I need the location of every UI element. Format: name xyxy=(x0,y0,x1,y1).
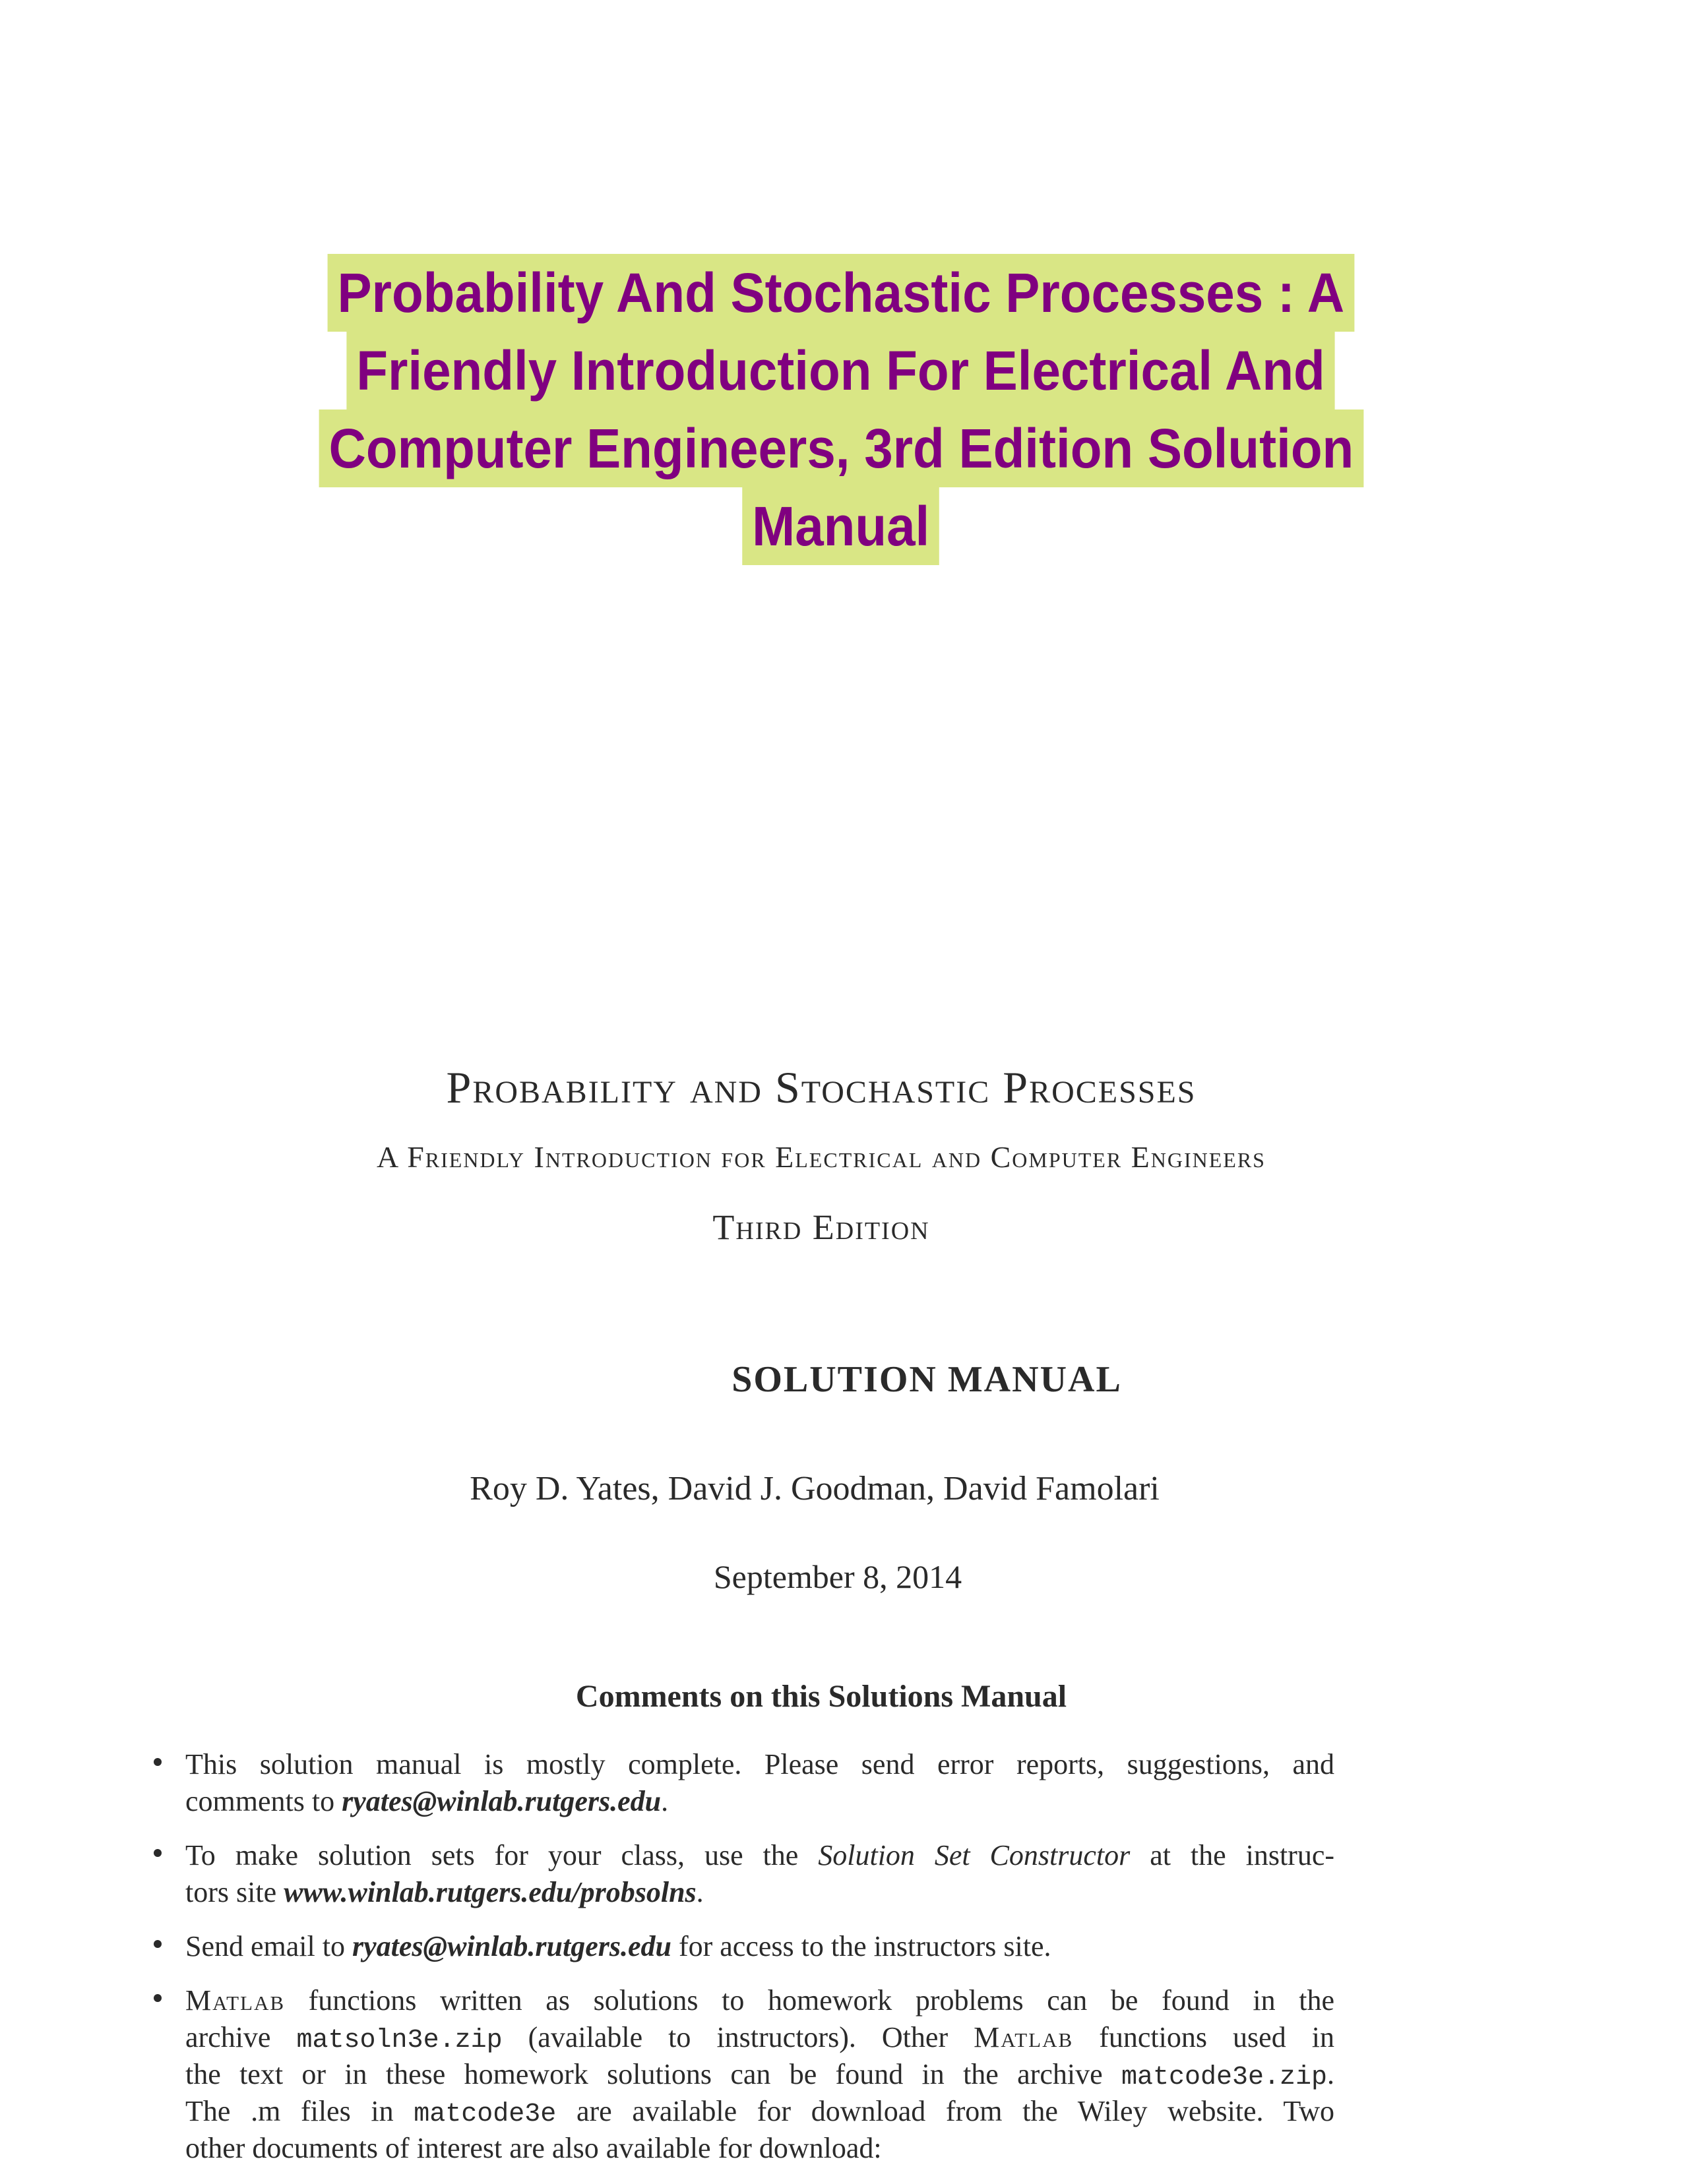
list-item xyxy=(154,1837,1334,1911)
text-line: This solution manual is mostly complete. Please send error reports, suggestions, and xyxy=(185,1748,1334,1780)
list-item xyxy=(154,1746,1334,1820)
website-link[interactable]: www.winlab.rutgers.edu/probsolns xyxy=(284,1876,697,1908)
title-line: Computer Engineers, 3rd Edition Solution xyxy=(319,410,1363,487)
title-line: Probability And Stochastic Processes : A xyxy=(328,254,1354,332)
text-line: other documents of interest are also available for download: xyxy=(185,2132,882,2164)
text: Send email to xyxy=(185,1930,352,1962)
text: tors site xyxy=(185,1876,284,1908)
bullet-icon xyxy=(154,1940,162,1948)
email-link[interactable]: ryates@winlab.rutgers.edu xyxy=(352,1930,671,1962)
book-subtitle: A Friendly Introduction for Electrical and Computer Engineers xyxy=(377,1140,1266,1174)
title-line: Manual xyxy=(743,487,940,565)
text-line xyxy=(185,2093,1334,2130)
title-line: Friendly Introduction For Electrical And xyxy=(347,332,1335,410)
authors: Roy D. Yates, David J. Goodman, David Famolari xyxy=(470,1470,1160,1507)
comments-list xyxy=(154,1746,1334,2184)
text: (available to instructors). Other xyxy=(502,2021,974,2053)
text: To make solution sets for your class, use the xyxy=(185,1839,819,1871)
text-line xyxy=(185,1874,1334,1911)
text: functions used in xyxy=(1073,2021,1334,2053)
text: the text or in these homework solutions can be found in the archive xyxy=(185,2058,1121,2090)
filename: matcode3e xyxy=(414,2100,557,2129)
page-title xyxy=(0,254,1682,565)
text-line xyxy=(185,1928,1334,1965)
text: . xyxy=(696,1876,704,1908)
filename: matsoln3e.zip xyxy=(296,2026,503,2055)
email-link[interactable]: ryates@winlab.rutgers.edu xyxy=(342,1785,662,1817)
edition: Third Edition xyxy=(712,1207,930,1247)
solution-manual-heading: SOLUTION MANUAL xyxy=(732,1359,1122,1400)
list-item xyxy=(154,1928,1334,1965)
text: functions written as solutions to homework problems can be found in the xyxy=(285,1984,1334,2017)
text-line xyxy=(185,2056,1334,2093)
text-line xyxy=(185,1982,1334,2019)
text: for access to the instructors site. xyxy=(671,1930,1051,1962)
text: The .m files in xyxy=(185,2095,414,2127)
book-title: Probability and Stochastic Processes xyxy=(446,1062,1197,1112)
text-line xyxy=(185,1783,1334,1820)
text: archive xyxy=(185,2021,297,2053)
text: Solution Set Constructor xyxy=(818,1839,1131,1871)
text: are available for download from the Wiley website. Two xyxy=(556,2095,1334,2127)
bullet-icon xyxy=(154,1849,162,1857)
text: comments to xyxy=(185,1785,342,1817)
text: Matlab xyxy=(185,1984,286,2017)
text: at the instruc- xyxy=(1130,1839,1335,1871)
date: September 8, 2014 xyxy=(713,1558,962,1595)
text: . xyxy=(1327,2058,1334,2090)
text: Matlab xyxy=(974,2021,1074,2053)
list-item xyxy=(154,1982,1334,2167)
bullet-icon xyxy=(154,1758,162,1766)
bullet-icon xyxy=(154,1994,162,2002)
text-line xyxy=(185,2019,1334,2056)
filename: matcode3e.zip xyxy=(1121,2063,1327,2092)
comments-heading: Comments on this Solutions Manual xyxy=(575,1679,1067,1714)
text: . xyxy=(661,1785,669,1817)
text-line xyxy=(185,1837,1334,1874)
